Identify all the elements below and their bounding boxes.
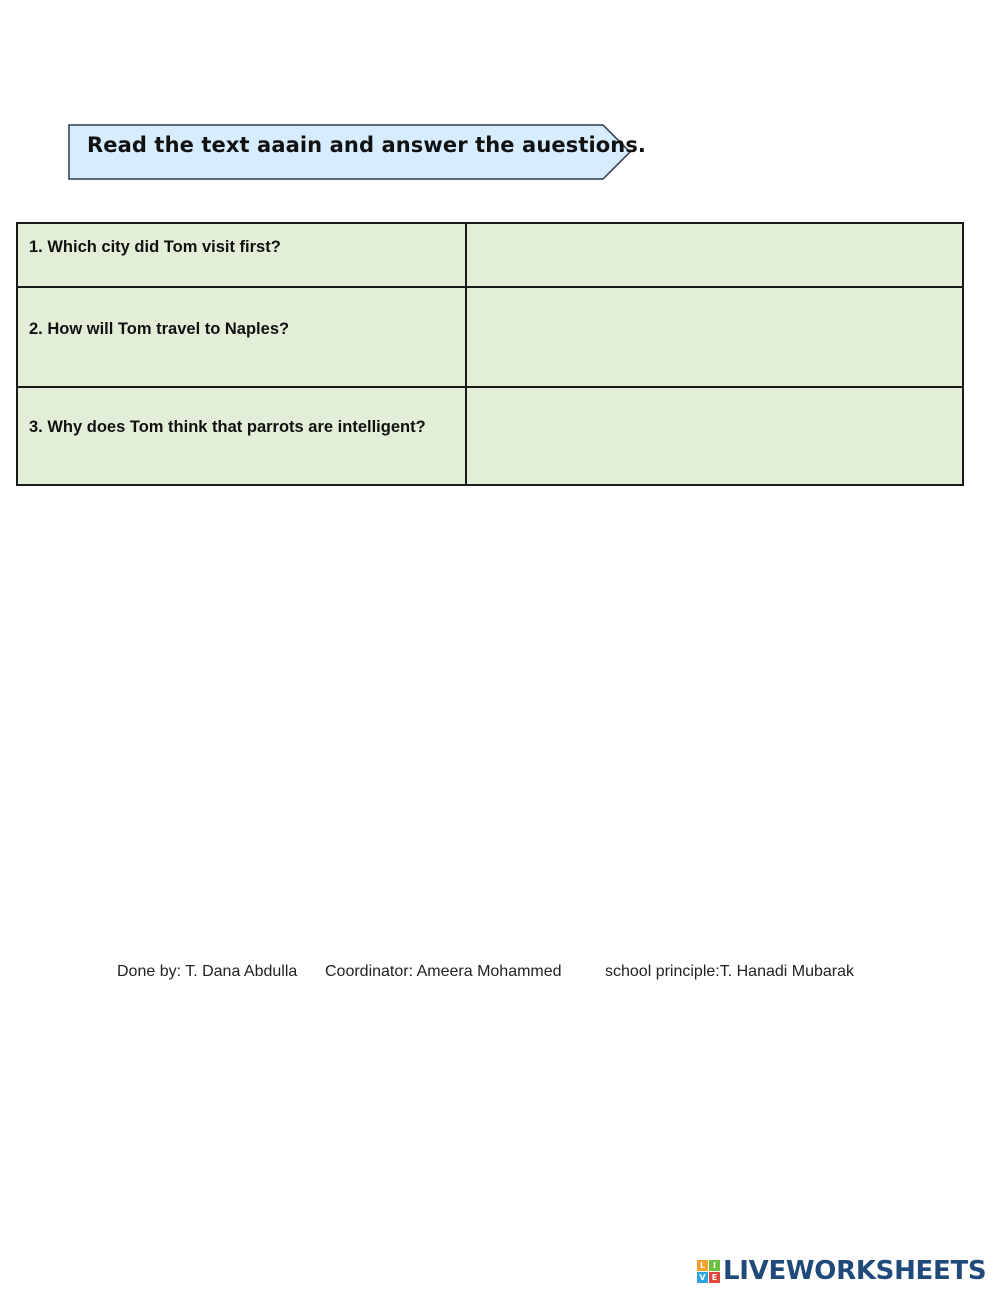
answer-field[interactable] xyxy=(467,224,962,286)
footer-coordinator: Coordinator: Ameera Mohammed xyxy=(325,963,562,980)
instruction-text: Read the text aaain and answer the auestions. xyxy=(87,133,647,157)
logo-block: I xyxy=(709,1260,720,1271)
logo-block: E xyxy=(709,1272,720,1283)
liveworksheets-logo xyxy=(697,1256,986,1286)
table-row xyxy=(17,287,963,387)
answer-cell[interactable] xyxy=(466,387,963,485)
table-row xyxy=(17,223,963,287)
question-text: 1. Which city did Tom visit first? xyxy=(29,238,281,256)
footer-principal: school principle:T. Hanadi Mubarak xyxy=(605,963,855,980)
logo-wordmark: LIVEWORKSHEETS xyxy=(723,1256,987,1286)
logo-live-blocks xyxy=(697,1260,720,1283)
answer-cell[interactable] xyxy=(466,287,963,387)
answer-field[interactable] xyxy=(467,288,962,386)
instruction-banner xyxy=(68,124,647,181)
logo-block: L xyxy=(697,1260,708,1271)
footer-done-by: Done by: T. Dana Abdulla xyxy=(117,963,298,980)
question-cell xyxy=(17,287,466,387)
question-cell xyxy=(17,223,466,287)
question-cell xyxy=(17,387,466,485)
table-row xyxy=(17,387,963,485)
answer-cell[interactable] xyxy=(466,223,963,287)
logo-block: V xyxy=(697,1272,708,1283)
question-table xyxy=(16,222,964,486)
question-text: 3. Why does Tom think that parrots are intelligent? xyxy=(29,418,426,436)
answer-field[interactable] xyxy=(467,388,962,484)
question-text: 2. How will Tom travel to Naples? xyxy=(29,320,290,338)
